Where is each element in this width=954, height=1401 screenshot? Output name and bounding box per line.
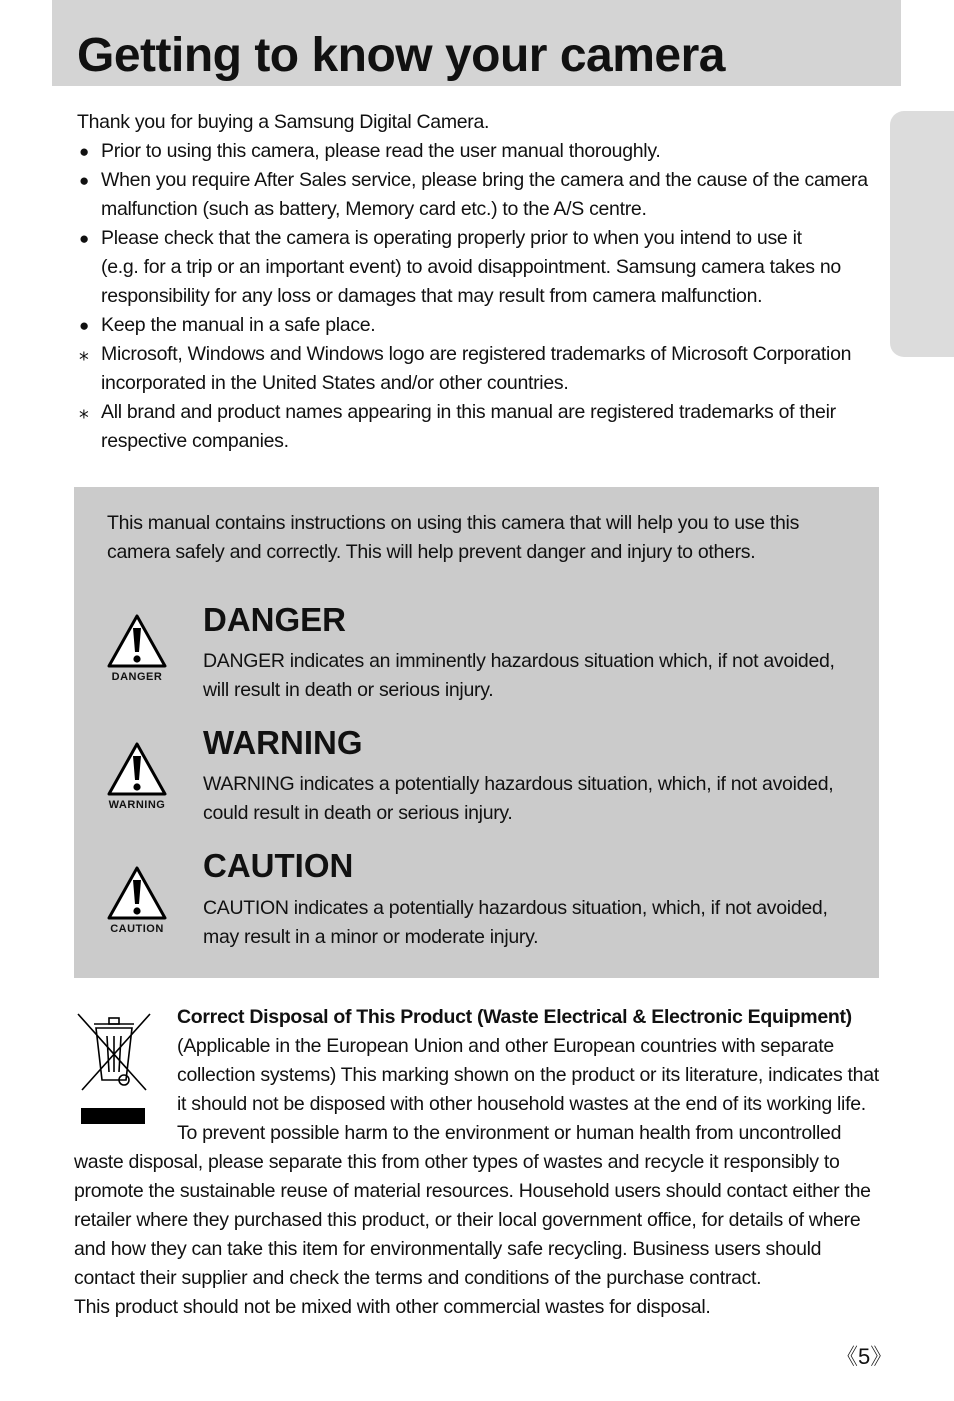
list-item-line: Keep the manual in a safe place. xyxy=(101,314,376,336)
warning-triangle-icon xyxy=(105,740,169,798)
danger-description xyxy=(203,647,863,705)
note-line: All brand and product names appearing in this manual are registered trademarks of their xyxy=(101,401,836,423)
caution-line: CAUTION indicates a potentially hazardous situation, which, if not avoided, xyxy=(203,897,828,919)
trademark-note xyxy=(77,340,877,398)
list-item-line: When you require After Sales service, please bring the camera and the cause of the camera xyxy=(101,169,868,191)
caution-sign xyxy=(102,864,172,935)
page-number: 《5》 xyxy=(836,1344,893,1369)
notice-intro xyxy=(107,509,847,567)
bullet-icon: ● xyxy=(79,142,89,161)
caution-description xyxy=(203,894,863,952)
disposal-line: This product should not be mixed with other commercial wastes for disposal. xyxy=(74,1296,711,1318)
danger-heading: DANGER xyxy=(203,601,347,638)
danger-warning-triangle-icon xyxy=(105,612,169,670)
danger-line: will result in death or serious injury. xyxy=(203,679,494,701)
bullet-icon: ● xyxy=(79,171,89,190)
bullet-icon: ● xyxy=(79,229,89,248)
disposal-line: contact their supplier and check the terms and conditions of the purchase contract. xyxy=(74,1267,762,1289)
caution-sign-label: CAUTION xyxy=(110,923,164,935)
disposal-line: collection systems) This marking shown on the product or its literature, indicates that xyxy=(177,1064,879,1086)
list-item-line: malfunction (such as battery, Memory card etc.) to the A/S centre. xyxy=(101,198,647,220)
intro-thanks: Thank you for buying a Samsung Digital Camera. xyxy=(77,111,490,133)
warning-sign-label: WARNING xyxy=(108,799,166,811)
asterisk-icon: ⁎ xyxy=(79,343,89,365)
list-item-line: (e.g. for a trip or an important event) to avoid disappointment. Samsung camera takes no xyxy=(101,256,841,278)
disposal-section xyxy=(74,1003,880,1322)
disposal-line: retailer where they purchased this product, or their local government office, for details of where xyxy=(74,1209,861,1231)
bullet-icon: ● xyxy=(79,316,89,335)
disposal-line: it should not be disposed with other household wastes at the end of its working life. xyxy=(177,1093,866,1115)
danger-sign xyxy=(102,612,172,683)
list-item xyxy=(77,137,877,166)
intro-section xyxy=(77,108,877,456)
warning-sign xyxy=(102,740,172,811)
trademark-note xyxy=(77,398,877,456)
note-line: Microsoft, Windows and Windows logo are registered trademarks of Microsoft Corporation xyxy=(101,343,852,365)
list-item xyxy=(77,311,877,340)
disposal-line: and how they can take this item for environmentally safe recycling. Business users should xyxy=(74,1238,822,1260)
asterisk-icon: ⁎ xyxy=(79,401,89,423)
caution-line: may result in a minor or moderate injury. xyxy=(203,926,539,948)
safety-notice-box xyxy=(74,487,879,978)
list-item-line: Prior to using this camera, please read the user manual thoroughly. xyxy=(101,140,661,162)
list-item-line: responsibility for any loss or damages that may result from camera malfunction. xyxy=(101,285,763,307)
disposal-line: waste disposal, please separate this from other types of wastes and recycle it responsibly to xyxy=(74,1151,840,1173)
caution-triangle-icon xyxy=(105,864,169,922)
warning-line: WARNING indicates a potentially hazardous situation, which, if not avoided, xyxy=(203,773,834,795)
disposal-line: To prevent possible harm to the environment or human health from uncontrolled xyxy=(177,1122,842,1144)
warning-description xyxy=(203,770,863,828)
disposal-line: promote the sustainable reuse of material resources. Household users should contact either the xyxy=(74,1180,871,1202)
side-tab xyxy=(890,111,954,357)
notice-intro-line: camera safely and correctly. This will help prevent danger and injury to others. xyxy=(107,541,756,563)
danger-line: DANGER indicates an imminently hazardous situation which, if not avoided, xyxy=(203,650,835,672)
warning-line: could result in death or serious injury. xyxy=(203,802,513,824)
warning-heading: WARNING xyxy=(203,724,363,761)
notice-intro-line: This manual contains instructions on using this camera that will help you to use this xyxy=(107,512,800,534)
list-item xyxy=(77,166,877,224)
disposal-line: (Applicable in the European Union and other European countries with separate xyxy=(177,1035,834,1057)
note-line: respective companies. xyxy=(101,430,289,452)
note-line: incorporated in the United States and/or other countries. xyxy=(101,372,569,394)
disposal-title: Correct Disposal of This Product (Waste Electrical & Electronic Equipment) xyxy=(177,1006,852,1028)
list-item-line: Please check that the camera is operating properly prior to when you intend to use it xyxy=(101,227,802,249)
list-item xyxy=(77,224,877,311)
danger-sign-label: DANGER xyxy=(111,671,163,683)
page-title: Getting to know your camera xyxy=(77,29,725,82)
caution-heading: CAUTION xyxy=(203,847,354,884)
